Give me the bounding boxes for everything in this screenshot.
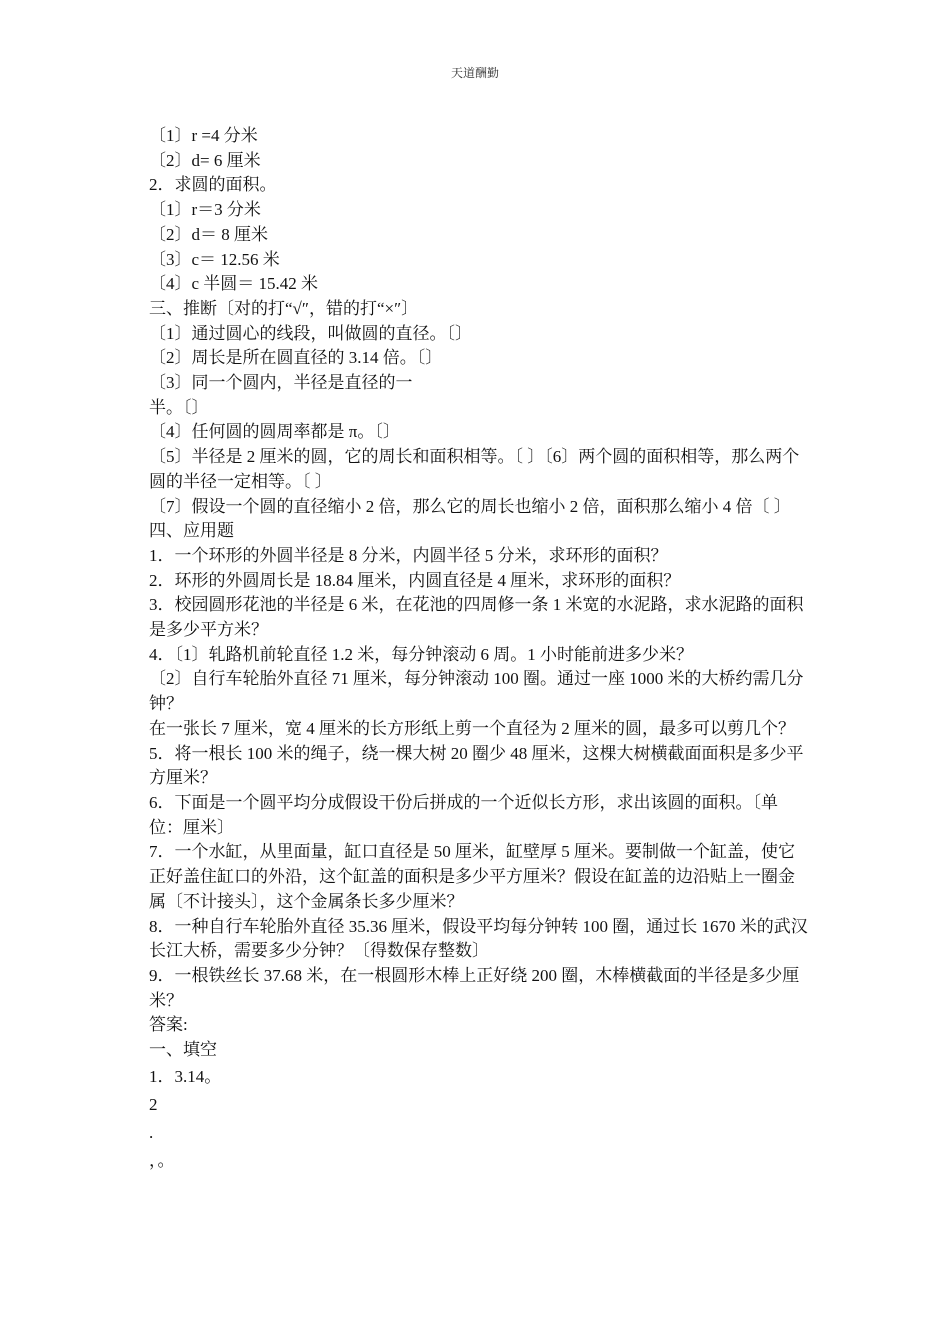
- text-line: 〔3〕c＝ 12.56 米: [149, 249, 280, 269]
- text-line: 在一张长 7 厘米，宽 4 厘米的长方形纸上剪一个直径为 2 厘米的圆，最多可以剪几个？: [149, 718, 795, 738]
- section-heading: 四、应用题: [149, 521, 234, 541]
- answers-heading: 答案:: [149, 1015, 188, 1035]
- text-line: ，。: [149, 1150, 175, 1170]
- text-line: .: [149, 1122, 154, 1142]
- text-line: 〔1〕r＝3 分米: [149, 200, 261, 220]
- text-line: 〔2〕自行车轮胎外直径 71 厘米，每分钟滚动 100 圈。通过一座 1000 米的大桥约需几分钟？: [149, 669, 804, 714]
- page-header: 天道酬勤: [450, 66, 499, 80]
- text-line: 2: [149, 1094, 158, 1114]
- text-line: 〔2〕周长是所在圆直径的 3.14 倍。〔〕: [149, 348, 443, 368]
- text-line: 〔2〕d= 6 厘米: [149, 150, 261, 170]
- section-heading: 三、推断〔对的打“√″，错的打“×″〕: [149, 298, 419, 318]
- text-line: 5．将一根长 100 米的绳子，绕一棵大树 20 圈少 48 厘米，这棵大树横截面面积是多少平方厘米？: [149, 743, 804, 788]
- text-line: 〔2〕d＝ 8 厘米: [149, 224, 268, 244]
- text-line: 2．环形的外圆周长是 18.84 厘米，内圆直径是 4 厘米，求环形的面积？: [149, 570, 681, 590]
- text-line: 〔4〕任何圆的圆周率都是 π。〔〕: [149, 422, 400, 442]
- text-line: 〔1〕r =4 分米: [149, 126, 258, 145]
- text-line: 〔3〕同一个圆内，半径是直径的一: [149, 373, 413, 393]
- text-line: 〔5〕半径是 2 厘米的圆，它的周长和面积相等。〔 〕〔6〕两个圆的面积相等，那么两个圆的半径一定相等。〔 〕: [149, 447, 800, 491]
- text-line: 1．一个环形的外圆半径是 8 分米，内圆半径 5 分米，求环形的面积？: [149, 545, 668, 565]
- text-line: 2．求圆的面积。: [149, 175, 277, 195]
- text-line: 〔4〕c 半圆＝ 15.42 米: [149, 274, 319, 294]
- text-line: 6．下面是一个圆平均分成假设干份后拼成的一个近似长方形，求出该圆的面积。〔单位：厘米〕: [149, 792, 778, 837]
- text-line: 9．一根铁丝长 37.68 米，在一根圆形木棒上正好绕 200 圈，木棒横截面的半径是多少厘米？: [149, 965, 800, 1010]
- text-line: 〔7〕假设一个圆的直径缩小 2 倍，那么它的周长也缩小 2 倍，面积那么缩小 4 倍〔 〕: [149, 496, 791, 516]
- text-line: 3．校园圆形花池的半径是 6 米，在花池的四周修一条 1 米宽的水泥路，求水泥路的面积是多少平方米？: [149, 595, 804, 640]
- document-body: [149, 124, 809, 1175]
- text-line: 4．〔1〕轧路机前轮直径 1.2 米，每分钟滚动 6 周。1 小时能前进多少米？: [149, 644, 693, 664]
- text-line: 8．一种自行车轮胎外直径 35.36 厘米，假设平均每分钟转 100 圈，通过长 1670 米的武汉长江大桥，需要多少分钟？〔得数保存整数〕: [149, 916, 808, 961]
- text-line: 7．一个水缸，从里面量，缸口直径是 50 厘米，缸壁厚 5 厘米。要制做一个缸盖，使它正好盖住缸口的外沿，这个缸盖的面积是多少平方厘米？假设在缸盖的边沿贴上一圈金属〔不计接头〕，这个金属条长多少厘米？: [149, 842, 795, 911]
- section-heading: 一、填空: [149, 1040, 217, 1060]
- text-line: 半。〔〕: [149, 397, 209, 417]
- text-line: 1．3.14。: [149, 1066, 222, 1086]
- text-line: 〔1〕通过圆心的线段，叫做圆的直径。〔〕: [149, 323, 472, 343]
